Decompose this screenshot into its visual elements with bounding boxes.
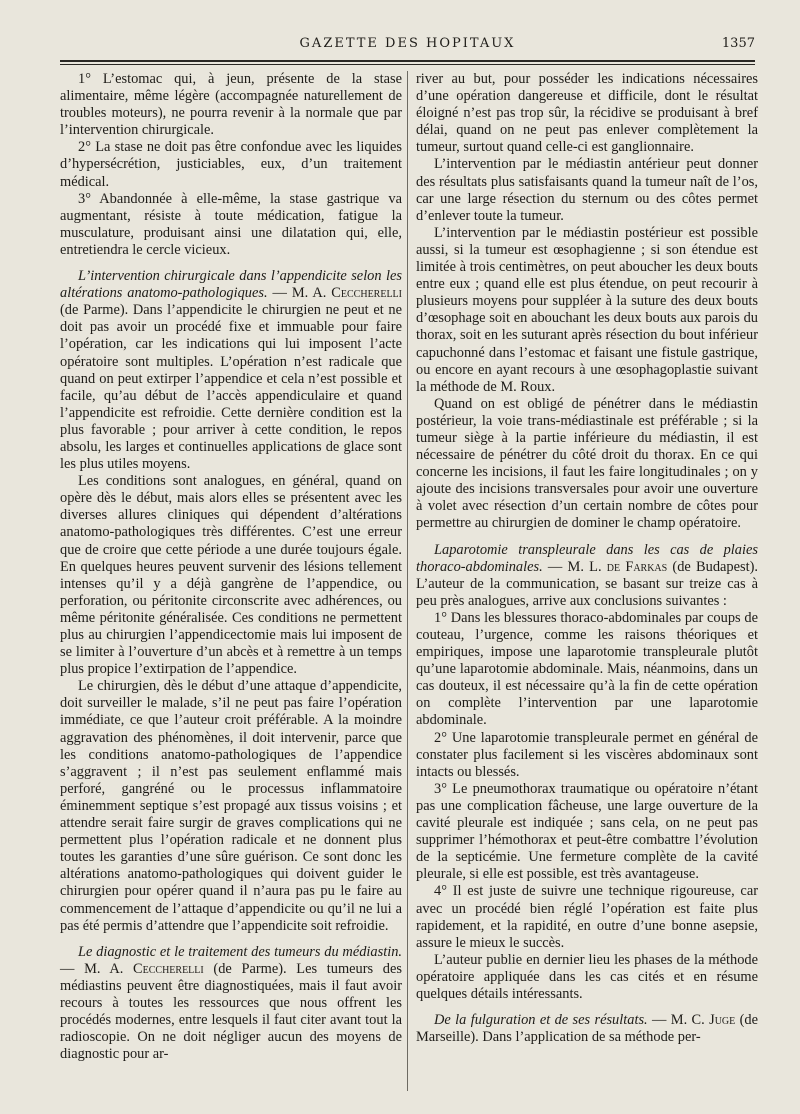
paragraph: Les conditions sont analogues, en général, quand on opère dès le début, mais alors elles se présentent avec les diverses allures cliniques qui dépendent d’altérations anatomo-pathologiques très différentes. C’est une erreur que de croire que cette période a une durée toujours égale. En quelques heures peuvent survenir des lésions tellement intenses qu’il y a déjà gangrène de l’appendice, ou perforation, ou péritonite circonscrite avec adhérences, ou même péritonite généralisée. Ces conditions ne permettent plus au chirurgien l’appendicectomie mais lui imposent de se limiter à l’ouverture d’un abcès et à remettre à un temps plus propice l’extirpation de l’appendice. (60, 473, 402, 678)
section-text: (de Parme). Les tumeurs des médiastins peuvent être diagnostiquées, mais il faut avoir recours à toutes les ressources que nous offrent les procédés modernes, entre lesquels il faut citer avant tout la radioscopie. On ne doit négliger aucun des moyens de diagnostic pour ar- (60, 960, 402, 1063)
paragraph: 4° Il est juste de suivre une technique rigoureuse, car avec un procédé bien réglé l’opération est faite plus rapidement, et la rapidité, en outre d’une bonne asepsie, assure le mieux le succès. (416, 883, 758, 951)
page-number: 1357 (721, 36, 755, 51)
paragraph: Quand on est obligé de pénétrer dans le médiastin postérieur, la voie trans-médiastinale est préférable ; si la tumeur siège à la partie inférieure du médiastin, il est nécessaire de pénétrer du côté droit du thorax. En ce qui concerne les incisions, il faut les faire longitudinales ; on y ajoute des incisions transversales pour avoir une ouverture à volet avec résection d’un certain nombre de côtes pour permettre au chirurgien de dominer le champ opératoire. (416, 395, 758, 532)
section-title: Laparotomie transpleurale dans les cas de plaies thoraco-abdominales. (416, 541, 758, 575)
paragraph: 2° La stase ne doit pas être confondue avec les liquides d’hypersécrétion, justiciables, eux, d’un traitement médical. (60, 139, 402, 190)
section-text: (de Parme). Dans l’appendicite le chirurgien ne peut et ne doit pas avoir un procédé fixe et immuable pour faire l’opération, car les indications qui lui imposent l’acte opératoire sont multiples. L’opération n’est radicale que quand on peut extirper l’appendice et cela n’est possible et facile, qu’au début de l’accès appendiculaire et quand l’appendicite est refroidie. Cette dernière condition est la plus favorable ; pour arriver à cette condition, le repos absolu, les larges et continuelles applications de glace sont les plus utiles moyens. (60, 302, 402, 473)
section-text: (de Budapest). L’auteur de la communication, se basant sur treize cas à peu près analogues, arrive aux conclusions suivantes : (416, 558, 758, 609)
paragraph: L’intervention par le médiastin postérieur est possible aussi, si la tumeur est œsophagienne ; si son étendue est limitée à trois centimètres, on peut aboucher les deux bouts entre eux ; quand elle est plus étendue, on peut recourir à plusieurs moyens pour suppléer à la suture des deux bouts d’œsophage soit en abouchant les deux bouts aux parois du thorax, soit en les suturant après résection du bout inférieur capuchonné dans l’estomac et faisant une fistule gastrique, ou encore en ayant recours à une œsophagoplastie suivant la méthode de M. Roux. (416, 224, 758, 395)
left-column (60, 71, 402, 1063)
paragraph: 1° Dans les blessures thoraco-abdominales par coups de couteau, l’urgence, comme les raisons théoriques et empiriques, impose une laparotomie transpleurale plutôt qu’une laparotomie abdominale. Mais, néanmoins, dans un cas douteux, il est nécessaire qu’à la fin de cette opération on complète l’intervention par une laparotomie abdominale. (416, 609, 758, 729)
section-text: (de Marseille). Dans l’application de sa méthode per- (416, 1012, 758, 1046)
section-title: Le diagnostic et le traitement des tumeurs du médiastin. (78, 943, 402, 960)
header-rule-thin (60, 64, 755, 65)
paragraph: L’intervention par le médiastin antérieur peut donner des résultats plus satisfaisants quand la tumeur naît de l’os, car une large résection du sternum ou des côtes permet d’enlever toute la tumeur. (416, 156, 758, 224)
section-author: Ceccherelli (133, 960, 204, 977)
section-author: Ceccherelli (331, 285, 402, 302)
paragraph: L’auteur publie en dernier lieu les phases de la méthode opératoire appliquée dans les cas cités et en résume quelques détails intéressants. (416, 951, 758, 1002)
section-fulguration (416, 1012, 758, 1046)
section-dash: — M. C. (647, 1012, 710, 1029)
section-mediastin (60, 944, 402, 1064)
header-rule-thick (60, 60, 755, 62)
section-dash: — M. L. (542, 558, 607, 575)
section-author: Juge (709, 1012, 736, 1029)
paragraph: 1° L’estomac qui, à jeun, présente de la stase alimentaire, même légère (accompagnée naturellement de troubles moteurs), ne pourra revenir à la normale que par l’intervention chirurgicale. (60, 71, 402, 139)
right-column (416, 71, 758, 1046)
paragraph: 2° Une laparotomie transpleurale permet en général de constater plus facilement si les viscères abdominaux sont intacts ou blessés. (416, 729, 758, 780)
paragraph: 3° Abandonnée à elle-même, la stase gastrique va augmentant, résiste à toute médication, fatigue la musculature, produisant ainsi une dilatation qui, elle, entretiendra le cercle vicieux. (60, 190, 402, 258)
paragraph: river au but, pour posséder les indications nécessaires d’une opération dangereuse et difficile, dont le résultat éloigné n’est pas trop sûr, la récidive se produisant à bref délai, quand on ne peut pas enlever complètement la tumeur, surtout quand celle-ci est ganglionnaire. (416, 71, 758, 156)
section-author: de Farkas (606, 558, 668, 575)
column-divider (407, 71, 408, 1091)
section-dash: — M. A. (267, 285, 332, 302)
section-dash: — M. A. (60, 960, 134, 977)
section-title: De la fulguration et de ses résultats. (434, 1012, 648, 1029)
page-header (60, 36, 755, 56)
section-title: L’intervention chirurgicale dans l’appendicite selon les altérations anatomo-pathologiques. (60, 268, 402, 302)
section-laparotomie (416, 542, 758, 610)
paragraph: 3° Le pneumothorax traumatique ou opératoire n’étant pas une complication fâcheuse, une large ouverture de la cavité pleurale est indiquée ; sans cela, on ne peut pas supprimer l’hémothorax et peut-être combattre l’évolution de la septicémie. Une fermeture complète de la cavité pleurale, si elle est possible, est très avantageuse. (416, 780, 758, 883)
paragraph: Le chirurgien, dès le début d’une attaque d’appendicite, doit surveiller le malade, s’il ne peut pas faire l’opération immédiate, ce que l’auteur croit préférable. A la moindre aggravation des phénomènes, il doit intervenir, parce que les conditions anatomo-pathologiques de l’appendice s’aggravent ; il n’est pas seulement enflammé mais perforé, gangréné ou le processus inflammatoire éminemment septique s’est propagé aux tissus voisins ; et attendre serait faire surgir de graves complications qui ne permettent plus l’opération radicale et ne donnent plus toutes les garanties d’une sûre guérison. Ce sont donc les altérations anatomo-pathologiques qui doivent guider le chirurgien pour opérer quand il n’aura pas pu le faire au commencement de l’attaque d’appendicite ou qu’il ne lui a pas été permis d’attendre que l’appendicite soit refroidie. (60, 678, 402, 934)
section-appendicite (60, 268, 402, 473)
running-title: GAZETTE DES HOPITAUX (299, 36, 516, 51)
